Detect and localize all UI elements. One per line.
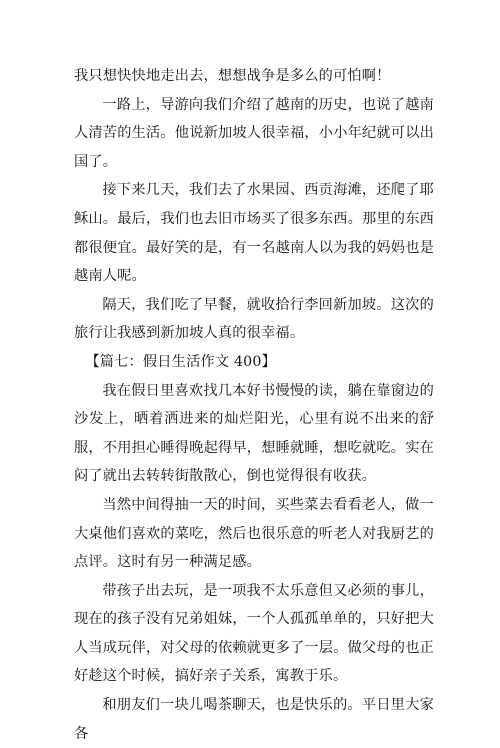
paragraph-tour-guide: 一路上，导游向我们介绍了越南的历史，也说了越南人清苦的生活。他说新加坡人很幸福，小小年纪就可以出国了。 <box>74 96 434 170</box>
paragraph-next-days: 接下来几天，我们去了水果园、西贡海滩，还爬了耶稣山。最后，我们也去旧市场买了很多东西。那里的东西都很便宜。最好笑的是，有一名越南人以为我的妈妈也是越南人呢。 <box>74 182 434 285</box>
paragraph-visit-elders: 当然中间得抽一天的时间，买些菜去看看老人，做一大桌他们喜欢的菜吃，然后也很乐意的听老人对我厨艺的点评。这时有另一种满足感。 <box>74 496 434 571</box>
paragraph-continuation: 我只想快快地走出去，想想战争是多么的可怕啊！ <box>74 68 391 84</box>
document-body <box>74 62 434 748</box>
paragraph-reading: 我在假日里喜欢找几本好书慢慢的读，躺在靠窗边的沙发上，晒着洒进来的灿烂阳光，心里有说不出来的舒服，不用担心睡得晚起得早，想睡就睡，想吃就吃。实在闷了就出去转转街散散心，倒也觉得很有收获。 <box>74 382 434 485</box>
paragraph-return-home: 隔天，我们吃了早餐，就收拾行李回新加坡。这次的旅行让我感到新加坡人真的很幸福。 <box>74 296 434 342</box>
paragraph-children: 带孩子出去玩，是一项我不太乐意但又必须的事儿，现在的孩子没有兄弟姐妹，一个人孤孤单单的，只好把大人当成玩伴，对父母的依赖就更多了一层。做父母的也正好趁这个时候，搞好亲子关系，寓教于乐。 <box>74 582 434 685</box>
paragraph-friends: 和朋友们一块儿喝茶聊天，也是快乐的。平日里大家各 <box>74 697 434 742</box>
section-heading: 【篇七：假日生活作文 400】 <box>85 353 277 370</box>
